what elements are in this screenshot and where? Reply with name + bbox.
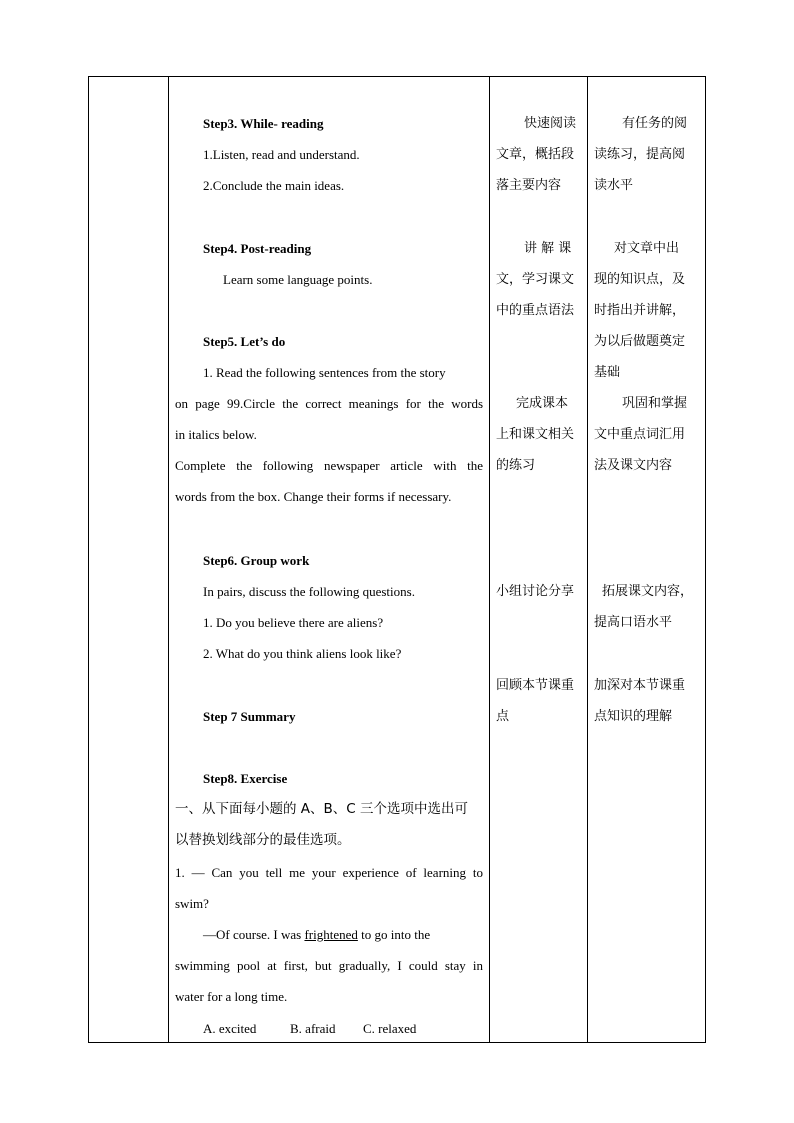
question1-line1: 1. — Can you tell me your experience of learning to [175, 865, 483, 880]
step4-text: Learn some language points. [223, 272, 373, 287]
activity-3-line2: 上和课文相关 [496, 427, 575, 442]
design-purpose-column [588, 77, 706, 1042]
teaching-content-column [169, 77, 489, 1042]
lesson-plan-table [88, 76, 706, 1043]
step6-intro: In pairs, discuss the following questions. [203, 584, 415, 599]
purpose-2-line5: 基础 [594, 365, 621, 380]
step5-title: Step5. Let’s do [203, 334, 286, 349]
step3-item-2: 2.Conclude the main ideas. [203, 178, 345, 193]
purpose-1-line3: 读水平 [594, 178, 634, 193]
step5-para2-line2: words from the box. Change their forms if necessary. [175, 489, 452, 504]
step5-para1-line2: on page 99.Circle the correct meanings for the words [175, 396, 483, 411]
step5-para1-line3: in italics below. [175, 427, 257, 442]
purpose-3-line3: 法及课文内容 [594, 458, 673, 473]
activity-5-line1: 回顾本节课重 [496, 678, 575, 693]
activity-2-line3: 中的重点语法 [496, 303, 575, 318]
step5-para1-line1: 1. Read the following sentences from the story [203, 365, 446, 380]
purpose-2-line2: 现的知识点，及 [594, 272, 686, 287]
activity-2-line2: 文，学习课文 [496, 272, 575, 287]
step3-title: Step3. While- reading [203, 116, 324, 131]
purpose-2-line4: 为以后做题奠定 [594, 334, 686, 349]
step6-title: Step6. Group work [203, 553, 310, 568]
purpose-1-line2: 读练习，提高阅 [594, 147, 686, 162]
activity-4-line1: 小组讨论分享 [496, 584, 575, 599]
activity-5-line2: 点 [496, 709, 510, 724]
step4-title: Step4. Post-reading [203, 241, 312, 256]
purpose-2-line3: 时指出并讲解， [594, 303, 686, 318]
activity-1-line3: 落主要内容 [496, 178, 562, 193]
purpose-5-line2: 点知识的理解 [594, 709, 673, 724]
question1-option-c: C. relaxed [363, 1021, 417, 1036]
activity-1-line2: 文章，概括段 [496, 147, 575, 162]
activity-3-line1: 完成课本 [516, 396, 569, 411]
exercise-instruction-line1: 一、从下面每小题的 A、B、C 三个选项中选出可 [175, 801, 469, 817]
exercise-instruction-line2: 以替换划线部分的最佳选项。 [175, 832, 351, 848]
step3-item-1: 1.Listen, read and understand. [203, 147, 360, 162]
underlined-word: frightened [304, 927, 358, 942]
activity-2-line1: 讲 解 课 [524, 241, 572, 256]
question1-line3: —Of course. I was frightened to go into the [203, 927, 431, 942]
question1-line2: swim? [175, 896, 209, 911]
question1-line4: swimming pool at first, but gradually, I could stay in [175, 958, 483, 973]
blank-column [89, 77, 168, 1042]
student-activity-column [490, 77, 587, 1042]
purpose-5-line1: 加深对本节课重 [594, 678, 686, 693]
step8-title: Step8. Exercise [203, 771, 288, 786]
purpose-3-line1: 巩固和掌握 [622, 396, 688, 411]
step6-question-1: 1. Do you believe there are aliens? [203, 615, 384, 630]
step7-title: Step 7 Summary [203, 709, 296, 724]
activity-3-line3: 的练习 [496, 458, 536, 473]
purpose-2-line1: 对文章中出 [614, 241, 680, 256]
purpose-4-line1: 拓展课文内容， [602, 584, 694, 599]
question1-option-b: B. afraid [290, 1021, 336, 1036]
step5-para2-line1: Complete the following newspaper article with the [175, 458, 483, 473]
purpose-4-line2: 提高口语水平 [594, 615, 673, 630]
question1-line5: water for a long time. [175, 989, 288, 1004]
purpose-3-line2: 文中重点词汇用 [594, 427, 686, 442]
activity-1-line1: 快速阅读 [524, 116, 577, 131]
question1-option-a: A. excited [203, 1021, 257, 1036]
step6-question-2: 2. What do you think aliens look like? [203, 646, 402, 661]
purpose-1-line1: 有任务的阅 [622, 116, 688, 131]
